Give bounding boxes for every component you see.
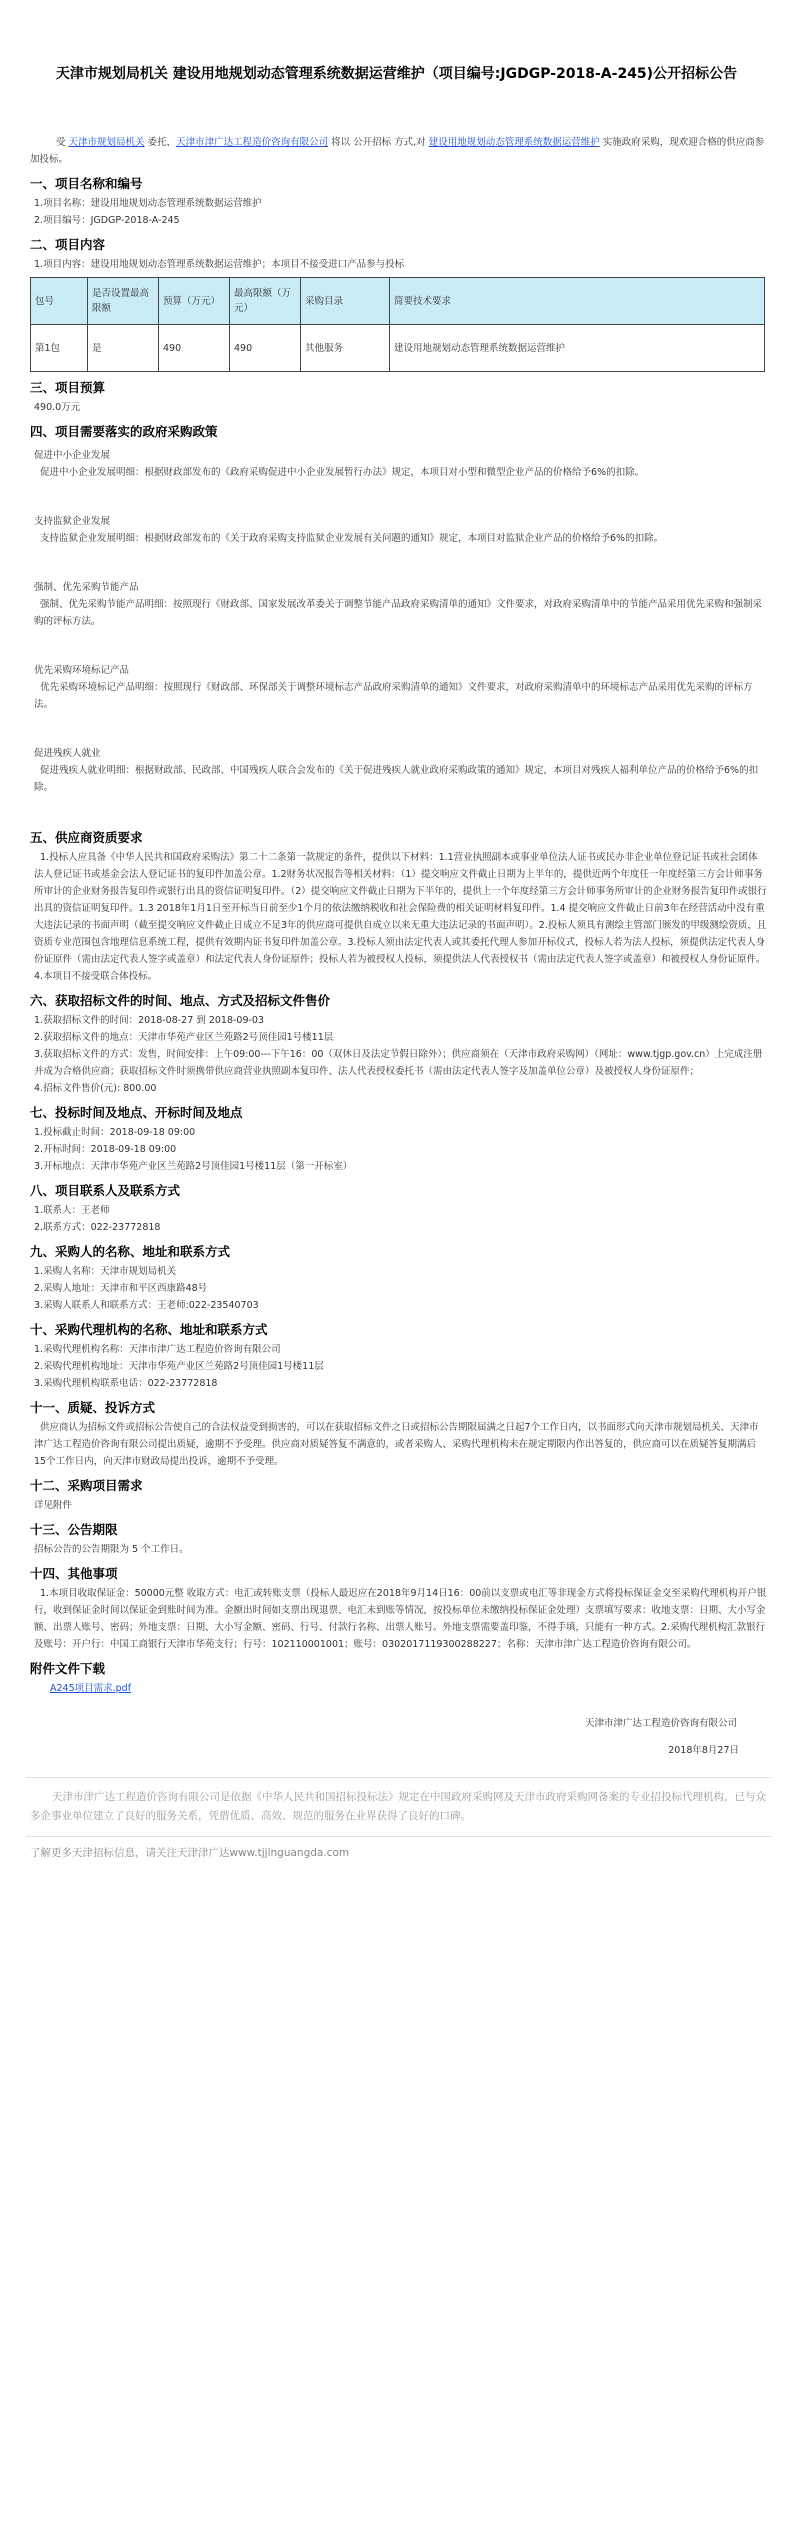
section-heading-14: 十四、其他事项	[30, 1566, 118, 1581]
complaint-text: 供应商认为招标文件或招标公告使自己的合法权益受到损害的，可以在获取招标文件之日或招标公告期限届满之日起7个工作日内，以书面形式向天津市规划局机关、天津市津广达工程造价咨询有限公司提出质疑，逾期不予受理。供应商对质疑答复不满意的，或者采购人、采购代理机构未在规定期限内作出答复的，供应商可以在质疑答复期满后15个工作日内，向天津市财政局提出投诉，逾期不予受理。	[34, 1422, 759, 1467]
section-heading-11: 十一、质疑、投诉方式	[30, 1400, 156, 1415]
section-heading-10: 十、采购代理机构的名称、地址和联系方式	[30, 1322, 268, 1337]
attachments-heading: 附件文件下载	[30, 1661, 106, 1676]
policy-sme-title: 促进中小企业发展	[34, 450, 111, 461]
section-heading-8: 八、项目联系人及联系方式	[30, 1183, 181, 1198]
policy-env-title: 优先采购环境标记产品	[34, 665, 130, 676]
col-catalog: 采购目录	[301, 278, 390, 325]
policy-sme-text: 促进中小企业发展明细：根据财政部发布的《政府采购促进中小企业发展暂行办法》规定，本项目对小型和微型企业产品的价格给予6%的扣除。	[40, 467, 645, 478]
agency-address-line: 2.采购代理机构地址：天津市华苑产业区兰苑路2号顶佳园1号楼11层	[34, 1361, 324, 1372]
section-heading-7: 七、投标时间及地点、开标时间及地点	[30, 1105, 243, 1120]
agency-link[interactable]: 天津市津广达工程造价咨询有限公司	[176, 137, 329, 148]
purchaser-address-line: 2.采购人地址：天津市和平区西康路48号	[34, 1283, 208, 1294]
opening-place-line: 3.开标地点：天津市华苑产业区兰苑路2号顶佳园1号楼11层（第一开标室）	[34, 1161, 353, 1172]
cell-has-limit: 是	[88, 325, 159, 372]
col-tech-req: 简要技术要求	[390, 278, 765, 325]
project-name-line: 1.项目名称：建设用地规划动态管理系统数据运营维护	[34, 198, 262, 209]
policy-prison-title: 支持监狱企业发展	[34, 516, 111, 527]
purchaser-link[interactable]: 天津市规划局机关	[68, 137, 145, 148]
doc-price-line: 4.招标文件售价(元): 800.00	[34, 1083, 157, 1094]
contact-person-line: 1.联系人：王老师	[34, 1205, 110, 1216]
intro-text-3: 将以 公开招标 方式,对	[328, 137, 429, 148]
section-heading-5: 五、供应商资质要求	[30, 830, 143, 845]
col-max-limit: 最高限额（万元）	[230, 278, 301, 325]
attachment-link[interactable]: A245项目需求.pdf	[50, 1683, 132, 1694]
policy-disabled-text: 促进残疾人就业明细：根据财政部、民政部、中国残疾人联合会发布的《关于促进残疾人就业政府采购政策的通知》规定，本项目对残疾人福利单位产品的价格给予6%的扣除。	[34, 765, 759, 793]
section-heading-13: 十三、公告期限	[30, 1522, 118, 1537]
table-row	[31, 325, 765, 372]
col-package-no: 包号	[31, 278, 88, 325]
footer-more-info: 了解更多天津招标信息，请关注天津津广达www.tjjinguangda.com	[30, 1847, 350, 1859]
section-heading-3: 三、项目预算	[30, 380, 106, 395]
signature-date: 2018年8月27日	[668, 1745, 739, 1756]
doc-place-line: 2.获取招标文件的地点：天津市华苑产业区兰苑路2号顶佳园1号楼11层	[34, 1032, 334, 1043]
cell-tech-req: 建设用地规划动态管理系统数据运营维护	[390, 325, 765, 372]
footer-divider-2	[26, 1836, 771, 1837]
package-table-header	[31, 278, 765, 325]
section-heading-6: 六、获取招标文件的时间、地点、方式及招标文件售价	[30, 993, 331, 1008]
package-table	[30, 277, 765, 372]
policy-energy-text: 强制、优先采购节能产品明细：按照现行《财政部、国家发展改革委关于调整节能产品政府采购清单的通知》文件要求，对政府采购清单中的节能产品采用优先采购和强制采购的评标方法。	[34, 599, 763, 627]
doc-time-line: 1.获取招标文件的时间：2018-08-27 到 2018-09-03	[34, 1015, 265, 1026]
project-content-line: 1.项目内容：建设用地规划动态管理系统数据运营维护；本项目不接受进口产品参与投标	[34, 259, 405, 270]
policy-prison-text: 支持监狱企业发展明细：根据财政部发布的《关于政府采购支持监狱企业发展有关问题的通知》规定，本项目对监狱企业产品的价格给予6%的扣除。	[40, 533, 664, 544]
project-number-line: 2.项目编号：JGDGP-2018-A-245	[34, 215, 180, 226]
footer-divider	[26, 1777, 771, 1778]
cell-max-limit: 490	[230, 325, 301, 372]
project-link[interactable]: 建设用地规划动态管理系统数据运营维护	[428, 137, 600, 148]
footer-company-note: 天津市津广达工程造价咨询有限公司是依据《中华人民共和国招标投标法》规定在中国政府采购网及天津市政府采购网备案的专业招投标代理机构，已与众多企事业单位建立了良好的服务关系，凭借优质、高效、规范的服务在业界获得了良好的口碑。	[30, 1791, 766, 1822]
policy-disabled-title: 促进残疾人就业	[34, 748, 101, 759]
budget-line: 490.0万元	[34, 402, 81, 413]
section-heading-4: 四、项目需要落实的政府采购政策	[30, 424, 218, 439]
policy-energy-title: 强制、优先采购节能产品	[34, 582, 139, 593]
intro-text-1: 受	[56, 137, 69, 148]
agency-phone-line: 3.采购代理机构联系电话：022-23772818	[34, 1378, 218, 1389]
section-heading-9: 九、采购人的名称、地址和联系方式	[30, 1244, 231, 1259]
agency-name-line: 1.采购代理机构名称：天津市津广达工程造价咨询有限公司	[34, 1344, 281, 1355]
signature-org: 天津市津广达工程造价咨询有限公司	[584, 1718, 737, 1729]
attachment-item	[30, 1680, 767, 1697]
col-has-limit: 是否设置最高限额	[88, 278, 159, 325]
other-matters-text: 1.本项目收取保证金：50000元整 收取方式：电汇或转账支票（投标人最迟应在2018年9月14日16：00前以支票或电汇等非现金方式将投标保证金交至采购代理机构开户银行，收到保证金时间以保证金到账时间为准。金额出时间如支票出现退票、电汇未到账等情况，按投标单位未缴纳投标保证金处理）支票填写要求：收地支票：日期、大小写金额、出票人账号、密码；外地支票：日期、大小写金额、密码、行号、付款行名称、出票人账号。外地支票需要盖印鉴，不得手填，只能有一种方式。2.采购代理机构汇款银行及账号：开户行：中国工商银行天津市华苑支行；行号：102110001001；账号：0302017119300288227；名称：天津市津广达工程造价咨询有限公司。	[34, 1588, 767, 1650]
section-heading-2: 二、项目内容	[30, 237, 106, 252]
bid-deadline-line: 1.投标截止时间：2018-09-18 09:00	[34, 1127, 196, 1138]
section-heading-1: 一、项目名称和编号	[30, 176, 143, 191]
cell-package-no: 第1包	[31, 325, 88, 372]
policy-env-text: 优先采购环境标记产品明细：按照现行《财政部、环保部关于调整环境标志产品政府采购清单的通知》文件要求，对政府采购清单中的环境标志产品采用优先采购的评标方法。	[34, 682, 753, 710]
intro-paragraph	[30, 134, 767, 168]
section-heading-12: 十二、采购项目需求	[30, 1478, 143, 1493]
notice-period-line: 招标公告的公告期限为 5 个工作日。	[34, 1544, 189, 1555]
intro-text-4: 实施政府采购，现欢迎合格的供应商参加投标。	[30, 137, 765, 165]
doc-method-line: 3.获取招标文件的方式：发售，时间安排：上午09:00---下午16：00（双休日及法定节假日除外）；供应商须在（天津市政府采购网）（网址：www.tjgp.gov.cn）上完成注册并成为合格供应商；获取招标文件时须携带供应商营业执照副本复印件、法人代表授权委托书（需由法定代表人签字及加盖单位公章）及被授权人身份证原件；	[34, 1049, 763, 1077]
requirement-line: 详见附件	[34, 1500, 73, 1511]
contact-phone-line: 2.联系方式：022-23772818	[34, 1222, 161, 1233]
purchaser-name-line: 1.采购人名称：天津市规划局机关	[34, 1266, 177, 1277]
announcement-body	[30, 134, 767, 1862]
opening-time-line: 2.开标时间：2018-09-18 09:00	[34, 1144, 177, 1155]
intro-text-2: 委托，	[144, 137, 177, 148]
qualification-text: 1.投标人应具备《中华人民共和国政府采购法》第二十二条第一款规定的条件，提供以下材料：1.1营业执照副本或事业单位法人证书或民办非企业单位登记证书或社会团体法人登记证书或基金会法人登记证书的复印件加盖公章。1.2财务状况报告等相关材料：（1）提交响应文件截止日期为上半年的，提供近两个年度任一年度经第三方会计师事务所审计的企业财务报告复印件或银行出具的资信证明复印件。（2）提交响应文件截止日期为下半年的，提供上一个年度经第三方会计师事务所审计的企业财务报告复印件或银行出具的资信证明复印件。1.3 2018年1月1日至开标当日前至少1个月的依法缴纳税收和社会保险费的相关证明材料复印件。1.4 提交响应文件截止日前3年在经营活动中没有重大违法记录的书面声明（截至提交响应文件截止日成立不足3年的供应商可提供自成立以来无重大违法记录的书面声明）。2.投标人须具有测绘主管部门颁发的甲级测绘资质，且资质专业范围包含地理信息系统工程，提供有效期内证书复印件加盖公章。3.投标人须由法定代表人或其委托代理人参加开标仪式，投标人若为法人投标，须提供法定代表人身份证原件（需由法定代表人签字或盖章）和法定代表人身份证原件；投标人若为被授权人投标，须提供法人代表授权书（需由法定代表人签字或盖章）和被授权人身份证原件。4.本项目不接受联合体投标。	[34, 852, 767, 982]
cell-catalog: 其他服务	[301, 325, 390, 372]
purchaser-contact-line: 3.采购人联系人和联系方式：王老师:022-23540703	[34, 1300, 259, 1311]
cell-budget: 490	[159, 325, 230, 372]
page-title: 天津市规划局机关 建设用地规划动态管理系统数据运营维护（项目编号:JGDGP-2018-A-245)公开招标公告	[55, 66, 738, 82]
col-budget: 预算（万元）	[159, 278, 230, 325]
